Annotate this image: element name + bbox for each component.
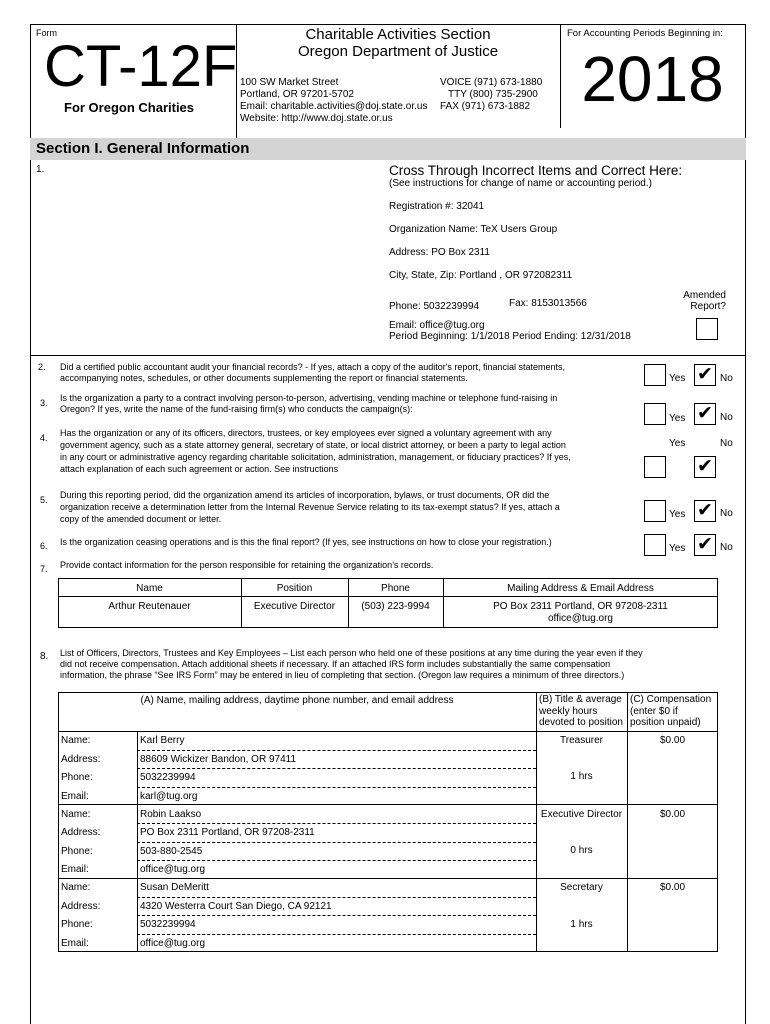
- question-8-text-1: List of Officers, Directors, Trustees and Key Employees – List each person who held one of these positions at any time during the year even if they: [60, 648, 643, 658]
- checkmark-icon: ✔: [697, 455, 713, 477]
- question-2-number: 2.: [38, 362, 46, 372]
- question-5-yes-checkbox[interactable]: [644, 500, 666, 522]
- officers-header-c-1: (C) Compensation: [630, 694, 712, 705]
- question-5-number: 5.: [40, 495, 48, 505]
- contact-address[interactable]: PO Box 2311 Portland, OR 97208-2311: [493, 601, 668, 612]
- officer-3-email[interactable]: office@tug.org: [140, 938, 206, 949]
- officer-3-name[interactable]: Susan DeMeritt: [140, 882, 209, 893]
- officer-3-name-label: Name:: [61, 882, 91, 893]
- voice-phone: VOICE (971) 673-1880: [440, 77, 543, 88]
- question-4-number: 4.: [40, 433, 48, 443]
- officer-3-compensation[interactable]: $0.00: [659, 882, 686, 893]
- contact-header-name: Name: [136, 583, 163, 594]
- question-8-text-2: did not receive compensation. Attach additional sheets if necessary. If an attached IRS form includes substantially the same compensation: [60, 659, 611, 669]
- organization-name[interactable]: Organization Name: TeX Users Group: [389, 224, 558, 235]
- officer-1-address-label: Address:: [61, 754, 101, 765]
- officer-2-name[interactable]: Robin Laakso: [140, 809, 202, 820]
- question-4-yes-label: Yes: [669, 438, 686, 449]
- question-1-number: 1.: [36, 164, 45, 175]
- officer-2-phone[interactable]: 503-880-2545: [140, 846, 203, 857]
- correction-subheading: (See instructions for change of name or accounting period.): [389, 178, 652, 189]
- question-8-number: 8.: [40, 651, 49, 662]
- question-4-no-label: No: [720, 438, 733, 449]
- question-2-text-2: accompanying notes, schedules, or other documents supplementing the report or financial statements.: [60, 373, 468, 383]
- officer-2-email[interactable]: office@tug.org: [140, 864, 206, 875]
- organization-email[interactable]: Email: office@tug.org: [389, 320, 485, 331]
- officer-1-name-label: Name:: [61, 735, 91, 746]
- question-6-yes-label: Yes: [669, 543, 686, 554]
- form-number: CT-12F: [44, 34, 238, 99]
- question-3-no-label: No: [720, 412, 733, 423]
- section-name: Charitable Activities Section: [305, 26, 491, 43]
- amended-label-1: Amended: [683, 290, 726, 301]
- officer-3-title[interactable]: Secretary: [560, 882, 603, 893]
- officer-2-hours[interactable]: 0 hrs: [570, 845, 593, 856]
- form-year: 2018: [581, 43, 724, 115]
- question-2-no-label: No: [720, 373, 733, 384]
- organization-city-state-zip[interactable]: City, State, Zip: Portland , OR 972082311: [389, 270, 573, 281]
- contact-phone[interactable]: (503) 223-9994: [361, 601, 430, 612]
- question-6-number: 6.: [40, 541, 48, 551]
- question-7-number: 7.: [40, 564, 48, 574]
- period-label: For Accounting Periods Beginning in:: [567, 28, 723, 39]
- contact-position[interactable]: Executive Director: [253, 601, 336, 612]
- officer-1-email[interactable]: karl@tug.org: [140, 791, 198, 802]
- officers-header-a: (A) Name, mailing address, daytime phone number, and email address: [140, 695, 454, 706]
- agency-website: Website: http://www.doj.state.or.us: [240, 113, 393, 124]
- fax-number: FAX (971) 673-1882: [440, 101, 531, 112]
- question-2-yes-checkbox[interactable]: [644, 364, 666, 386]
- contact-header-phone: Phone: [381, 583, 410, 594]
- officer-1-email-label: Email:: [61, 791, 89, 802]
- question-5-yes-label: Yes: [669, 509, 686, 520]
- question-3-yes-label: Yes: [669, 413, 686, 424]
- officers-header-b-1: (B) Title & average: [539, 694, 622, 705]
- officers-header-c-2: (enter $0 if: [630, 706, 678, 717]
- accounting-period[interactable]: Period Beginning: 1/1/2018 Period Ending: 12/31/2018: [389, 331, 631, 342]
- question-6-no-checkbox[interactable]: [694, 534, 716, 556]
- organization-fax[interactable]: Fax: 8153013566: [509, 298, 587, 309]
- question-4-text-4: attach explanation of each such agreement or action. See instructions: [60, 464, 339, 474]
- question-6-text-1: Is the organization ceasing operations and is this the final report? (If yes, see instructions on how to close your registration.): [60, 537, 552, 547]
- officers-header-c-3: position unpaid): [630, 717, 701, 728]
- officer-2-title[interactable]: Executive Director: [540, 809, 623, 820]
- question-4-text-3: in any court or administrative agency regarding charitable solicitation, administration, management, or fiduciary practices? If yes,: [60, 452, 571, 462]
- checkmark-icon: ✔: [697, 363, 713, 385]
- officer-3-email-label: Email:: [61, 938, 89, 949]
- contact-name[interactable]: Arthur Reutenauer: [108, 601, 191, 612]
- officer-1-phone[interactable]: 5032239994: [140, 772, 196, 783]
- question-2-text-1: Did a certified public accountant audit your financial records? - If yes, attach a copy of the auditor's report, financial statements,: [60, 362, 565, 372]
- officer-1-hours[interactable]: 1 hrs: [570, 771, 593, 782]
- organization-phone[interactable]: Phone: 5032239994: [389, 301, 480, 312]
- question-5-text-1: During this reporting period, did the organization amend its articles of incorporation, bylaws, or trust documents, OR did the: [60, 490, 550, 500]
- checkmark-icon: ✔: [697, 533, 713, 555]
- department-name: Oregon Department of Justice: [297, 43, 499, 60]
- question-4-text-1: Has the organization or any of its officers, directors, trustees, or key employees ever signed a voluntary agreement with any: [60, 428, 552, 438]
- question-4-text-2: government agency, such as a state attorney general, secretary of state, or local district attorney, or been a party to legal action: [60, 440, 566, 450]
- question-4-yes-checkbox[interactable]: [644, 456, 666, 478]
- contact-header-position: Position: [276, 583, 313, 594]
- officer-3-phone-label: Phone:: [61, 919, 93, 930]
- officer-1-address[interactable]: 88609 Wickizer Bandon, OR 97411: [140, 754, 297, 765]
- officer-1-compensation[interactable]: $0.00: [659, 735, 686, 746]
- correction-heading: Cross Through Incorrect Items and Correct Here:: [389, 163, 683, 178]
- question-5-no-checkbox[interactable]: [694, 500, 716, 522]
- question-7-text: Provide contact information for the person responsible for retaining the organization's records.: [60, 560, 434, 570]
- officer-3-address[interactable]: 4320 Westerra Court San Diego, CA 92121: [140, 901, 332, 912]
- question-2-yes-label: Yes: [669, 373, 686, 384]
- officer-3-hours[interactable]: 1 hrs: [570, 919, 593, 930]
- registration-number[interactable]: Registration #: 32041: [389, 201, 485, 212]
- officers-header-b-2: weekly hours: [539, 706, 598, 717]
- contact-email[interactable]: office@tug.org: [547, 613, 613, 624]
- form-subtitle: For Oregon Charities: [64, 100, 195, 115]
- amended-label-2: Report?: [690, 301, 726, 312]
- question-3-text-1: Is the organization a party to a contract involving person-to-person, advertising, vending machine or telephone fund-raising in: [60, 393, 558, 403]
- address-line-1: 100 SW Market Street: [240, 77, 339, 88]
- officer-1-name[interactable]: Karl Berry: [140, 735, 185, 746]
- officer-3-phone[interactable]: 5032239994: [140, 919, 196, 930]
- question-5-no-label: No: [720, 508, 733, 519]
- officer-2-compensation[interactable]: $0.00: [659, 809, 686, 820]
- question-2-no-checkbox[interactable]: [694, 364, 716, 386]
- officer-2-email-label: Email:: [61, 864, 89, 875]
- checkmark-icon: ✔: [697, 499, 713, 521]
- officer-3-address-label: Address:: [61, 901, 101, 912]
- question-3-no-checkbox[interactable]: [694, 403, 716, 425]
- officer-2-phone-label: Phone:: [61, 846, 93, 857]
- question-5-text-2: organization receive a determination letter from the Internal Revenue Service relating to its tax-exempt status? If yes, attach a: [60, 502, 560, 512]
- agency-email: Email: charitable.activities@doj.state.or.us: [240, 101, 428, 112]
- form-label: Form: [36, 28, 57, 38]
- question-3-number: 3.: [40, 398, 48, 408]
- checkmark-icon: ✔: [697, 402, 713, 424]
- officer-2-name-label: Name:: [61, 809, 91, 820]
- officer-2-address[interactable]: PO Box 2311 Portland, OR 97208-2311: [140, 827, 315, 838]
- contact-header-address: Mailing Address & Email Address: [507, 583, 654, 594]
- question-3-yes-checkbox[interactable]: [644, 403, 666, 425]
- question-3-text-2: Oregon? If yes, write the name of the fund-raising firm(s) who conducts the campaign(s):: [60, 404, 413, 414]
- question-5-text-3: copy of the amended document or letter.: [60, 514, 222, 524]
- organization-address[interactable]: Address: PO Box 2311: [389, 247, 490, 258]
- officer-1-title[interactable]: Treasurer: [560, 735, 603, 746]
- officer-2-address-label: Address:: [61, 827, 101, 838]
- address-line-2: Portland, OR 97201-5702: [240, 89, 354, 100]
- amended-report-checkbox[interactable]: [696, 318, 718, 340]
- section-title: Section I. General Information: [36, 140, 250, 157]
- question-6-yes-checkbox[interactable]: [644, 534, 666, 556]
- question-8-text-3: information, the phrase “See IRS Form” may be entered in lieu of completing that section. (Oregon law requires a minimum of three directors.): [60, 670, 625, 680]
- question-4-no-checkbox[interactable]: [694, 456, 716, 478]
- tty-phone: TTY (800) 735-2900: [448, 89, 538, 100]
- officer-1-phone-label: Phone:: [61, 772, 93, 783]
- officers-header-b-3: devoted to position: [539, 717, 623, 728]
- question-6-no-label: No: [720, 542, 733, 553]
